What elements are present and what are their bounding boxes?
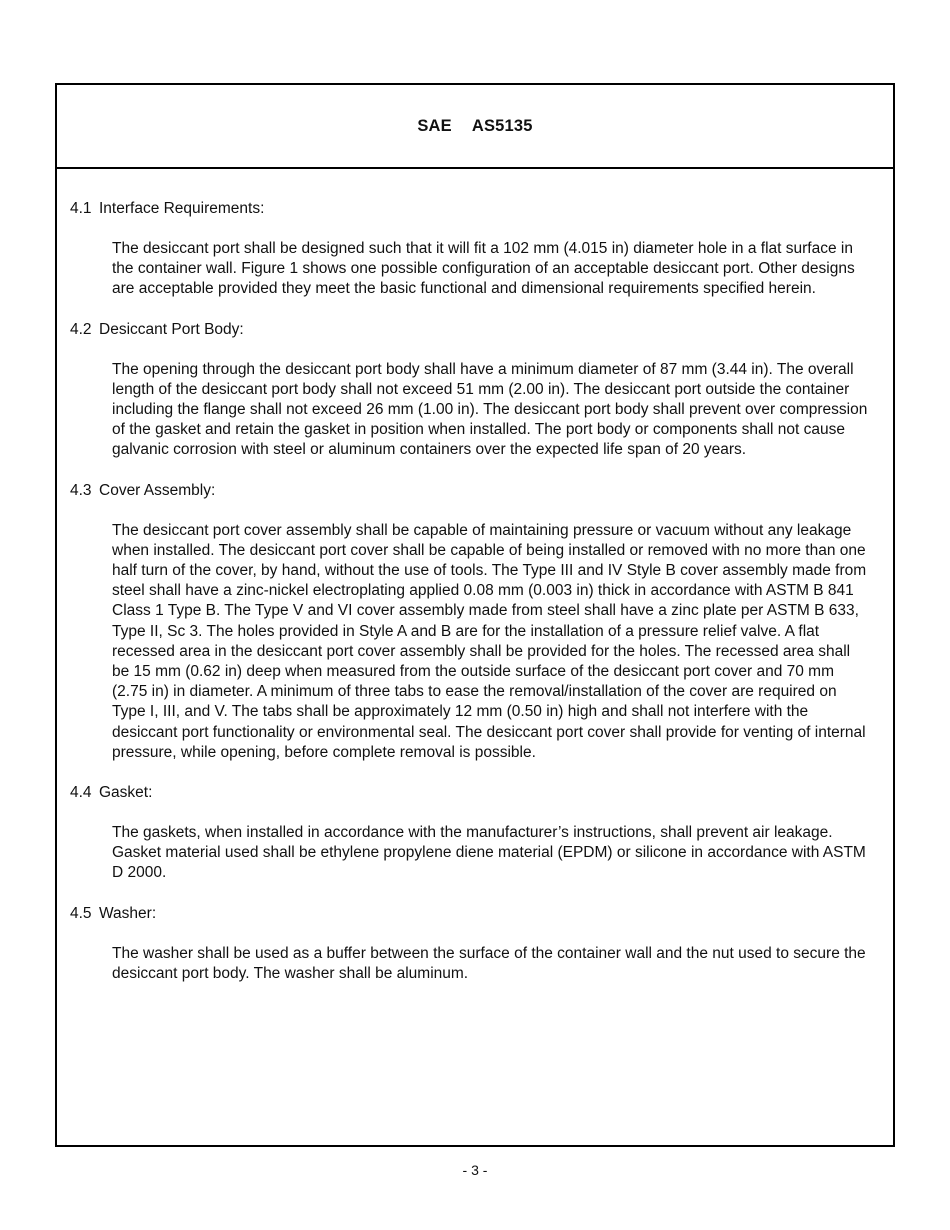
section-title: Cover Assembly:	[99, 481, 216, 499]
section-body: The desiccant port shall be designed such that it will fit a 102 mm (4.015 in) diameter hole in a flat surface in the container wall. Figure 1 shows one possible configuration of an acceptable desiccant port. Other designs are acceptable provided they meet the basic functional and dimensional requirements specified herein.	[112, 240, 855, 298]
section-number: 4.1	[70, 200, 92, 217]
header-org: SAE	[417, 116, 452, 135]
section-4-1	[57, 199, 893, 300]
header-title	[417, 117, 532, 136]
section-title: Interface Requirements:	[99, 200, 265, 217]
document-header	[57, 85, 893, 169]
section-4-3	[57, 481, 893, 763]
section-heading	[57, 783, 893, 803]
section-body: The desiccant port cover assembly shall be capable of maintaining pressure or vacuum without any leakage when installed. The desiccant port cover shall be capable of being installed or removed with no more than one half turn of the cover, by hand, without the use of tools. The Type III and IV Style B cover assembly made from steel shall have a zinc-nickel electroplating applied 0.08 mm (0.003 in) thick in accordance with ASTM B 841 Class 1 Type B. The Type V and VI cover assembly made from steel shall have a zinc plate per ASTM B 633, Type II, Sc 3. The holes provided in Style A and B are for the installation of a pressure relief valve. A flat recessed area in the desiccant port cover assembly shall be provided for the holes. The recessed area shall be 15 mm (0.62 in) deep when measured from the outside surface of the desiccant port cover and 70 mm (2.75 in) in diameter. A minimum of three tabs to ease the removal/installation of the cover are required on Type I, III, and V. The tabs shall be approximately 12 mm (0.50 in) high and shall not interfere with the desiccant port functionality or environmental seal. The desiccant port cover shall provide for venting of internal pressure, while opening, before complete removal is possible.	[112, 521, 867, 761]
section-body: The opening through the desiccant port body shall have a minimum diameter of 87 mm (3.44 in). The overall length of the desiccant port body shall not exceed 51 mm (2.00 in). The desiccant port outside the container including the flange shall not exceed 26 mm (1.00 in). The desiccant port body shall prevent over compression of the gasket and retain the gasket in position when installed. The port body or components shall not cause galvanic corrosion with steel or aluminum containers over the expected life span of 20 years.	[112, 360, 868, 459]
section-heading	[57, 199, 893, 219]
section-4-5	[57, 904, 893, 984]
section-heading	[57, 904, 893, 924]
section-4-4	[57, 783, 893, 884]
header-doc-number: AS5135	[471, 116, 533, 135]
page-frame	[55, 83, 895, 1147]
section-heading	[57, 320, 893, 340]
section-number: 4.5	[70, 904, 92, 922]
page-number: - 3 -	[462, 1162, 488, 1178]
section-title: Washer:	[99, 904, 157, 922]
document-content	[57, 169, 893, 984]
section-number: 4.2	[70, 320, 92, 338]
section-title: Gasket:	[99, 784, 153, 802]
section-number: 4.3	[70, 481, 92, 499]
section-body: The washer shall be used as a buffer between the surface of the container wall and the nut used to secure the desiccant port body. The washer shall be aluminum.	[112, 944, 866, 982]
section-title: Desiccant Port Body:	[99, 320, 244, 338]
section-heading	[57, 481, 893, 501]
section-4-2	[57, 320, 893, 461]
section-number: 4.4	[70, 784, 92, 802]
section-body: The gaskets, when installed in accordance with the manufacturer’s instructions, shall prevent air leakage. Gasket material used shall be ethylene propylene diene material (EPDM) or silicone in accordance with ASTM D 2000.	[112, 824, 866, 882]
